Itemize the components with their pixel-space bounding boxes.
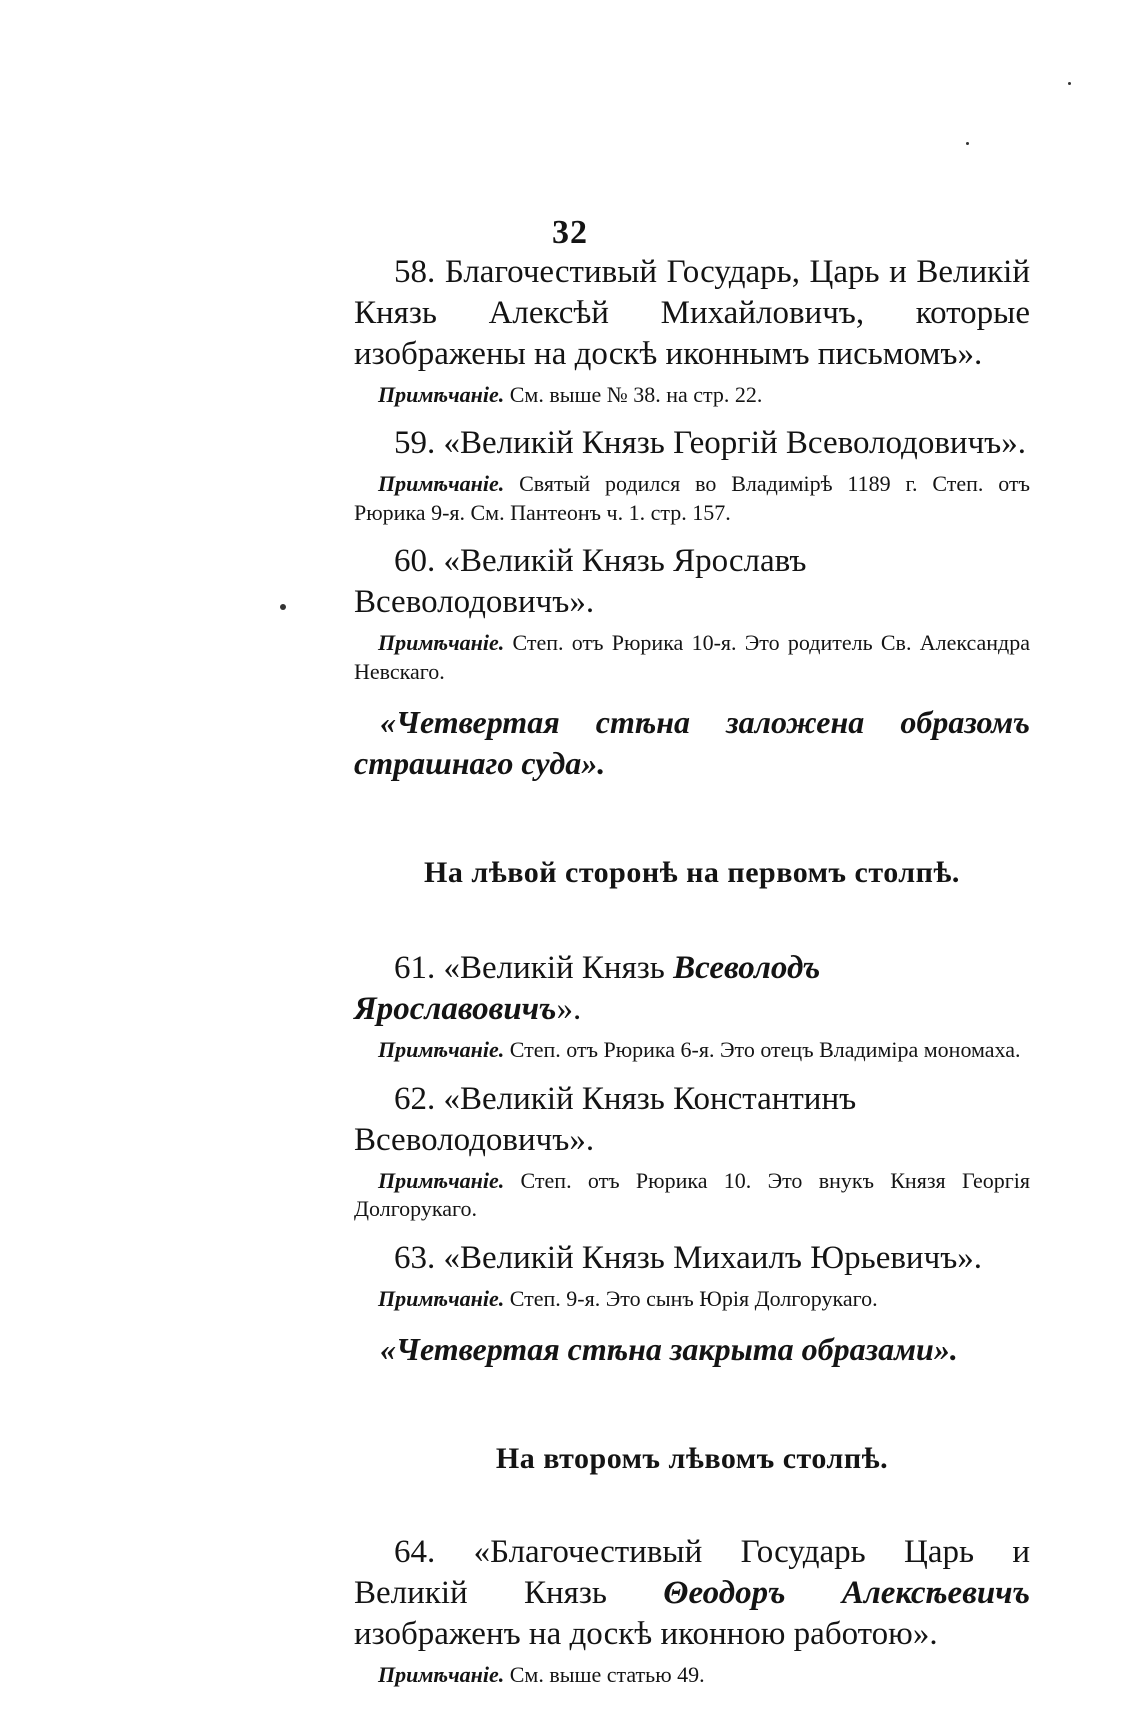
note-text: Святый родился во Владимірѣ 1189 г. Степ. отъ Рюрика 9-я. См. Пантеонъ ч. 1. стр. 157. (354, 471, 1030, 525)
entry-text-pre: «Великій Князь (443, 950, 674, 987)
entry-text: Благочестивый Государь, Царь и Великій Князь Алексѣй Михайловичъ, которые изображены на доскѣ иконнымъ письмомъ». (354, 254, 1031, 372)
print-speck (280, 604, 286, 610)
entry-text: «Великій Князь Ярославъ Всеволодовичъ». (354, 543, 807, 621)
note-text: См. выше статью 49. (509, 1661, 705, 1687)
note-text: Степ. отъ Рюрика 10. Это внукъ Князя Георгія Долгорукаго. (354, 1167, 1031, 1222)
entry-text-italic: Всеволодъ Ярославовичъ (354, 950, 821, 1028)
print-speck (1068, 82, 1071, 85)
note-62 (354, 1167, 1030, 1224)
entry-59 (354, 423, 1030, 464)
entry-number: 58. (394, 254, 436, 290)
entry-text-pre: «Благочестивый Государь Царь и Великій Князь (354, 1534, 1030, 1612)
note-60 (354, 629, 1030, 686)
entry-text: «Великій Князь Михаилъ Юрьевичъ». (443, 1239, 983, 1276)
entry-60 (354, 541, 1030, 623)
section-heading-second-left-pillar: На второмъ лѣвомъ столпѣ. (495, 1442, 889, 1476)
entry-61 (354, 948, 1030, 1030)
entry-number: 61. (394, 950, 436, 987)
entry-text-post: ». (556, 991, 582, 1028)
note-58 (354, 381, 1030, 410)
note-59 (354, 470, 1030, 527)
entry-number: 59. (394, 425, 436, 462)
page-number: 32 (552, 214, 588, 251)
note-61 (354, 1036, 1030, 1065)
entry-62 (354, 1079, 1030, 1161)
note-label: Примѣчаніе. (378, 1037, 505, 1063)
note-text: См. выше № 38. на стр. 22. (509, 381, 763, 407)
note-label: Примѣчаніе. (378, 630, 505, 656)
note-text: Степ. отъ Рюрика 6-я. Это отецъ Владиміра мономаха. (509, 1037, 1021, 1063)
entry-text: «Великій Князь Георгій Всеволодовичъ». (443, 425, 1026, 462)
entry-number: 63. (394, 1239, 436, 1276)
quote-wall-icons: «Четвертая стѣна закрыта образами». (380, 1331, 958, 1368)
note-text: Степ. отъ Рюрика 10-я. Это родитель Св. Александра Невскаго. (354, 630, 1030, 684)
section-heading-left-first-pillar: На лѣвой сторонѣ на первомъ столпѣ. (424, 856, 960, 890)
entry-63 (354, 1238, 1030, 1279)
note-label: Примѣчаніе. (378, 471, 505, 497)
print-speck (966, 142, 969, 145)
note-label: Примѣчаніе. (378, 1285, 505, 1311)
entry-number: 64. (394, 1534, 436, 1571)
entry-text-italic: Θеодоръ Алексѣевичъ (663, 1575, 1030, 1612)
quote-last-judgment: «Четвертая стѣна заложена образомъ страшнаго суда». (354, 704, 1030, 782)
note-label: Примѣчаніе. (378, 1167, 505, 1193)
entry-64 (354, 1532, 1030, 1655)
note-label: Примѣчаніе. (378, 1661, 505, 1687)
entry-number: 62. (394, 1080, 436, 1117)
entry-58 (354, 252, 1030, 375)
note-text: Степ. 9-я. Это сынъ Юрія Долгорукаго. (509, 1285, 878, 1311)
entry-text-post: изображенъ на доскѣ иконною работою». (354, 1615, 938, 1652)
entry-number: 60. (394, 543, 436, 580)
text-column (354, 252, 1030, 1703)
note-63 (354, 1285, 1030, 1314)
note-label: Примѣчаніе. (378, 381, 505, 407)
note-64 (354, 1661, 1030, 1690)
entry-text: «Великій Князь Константинъ Всеволодовичъ». (354, 1080, 857, 1158)
